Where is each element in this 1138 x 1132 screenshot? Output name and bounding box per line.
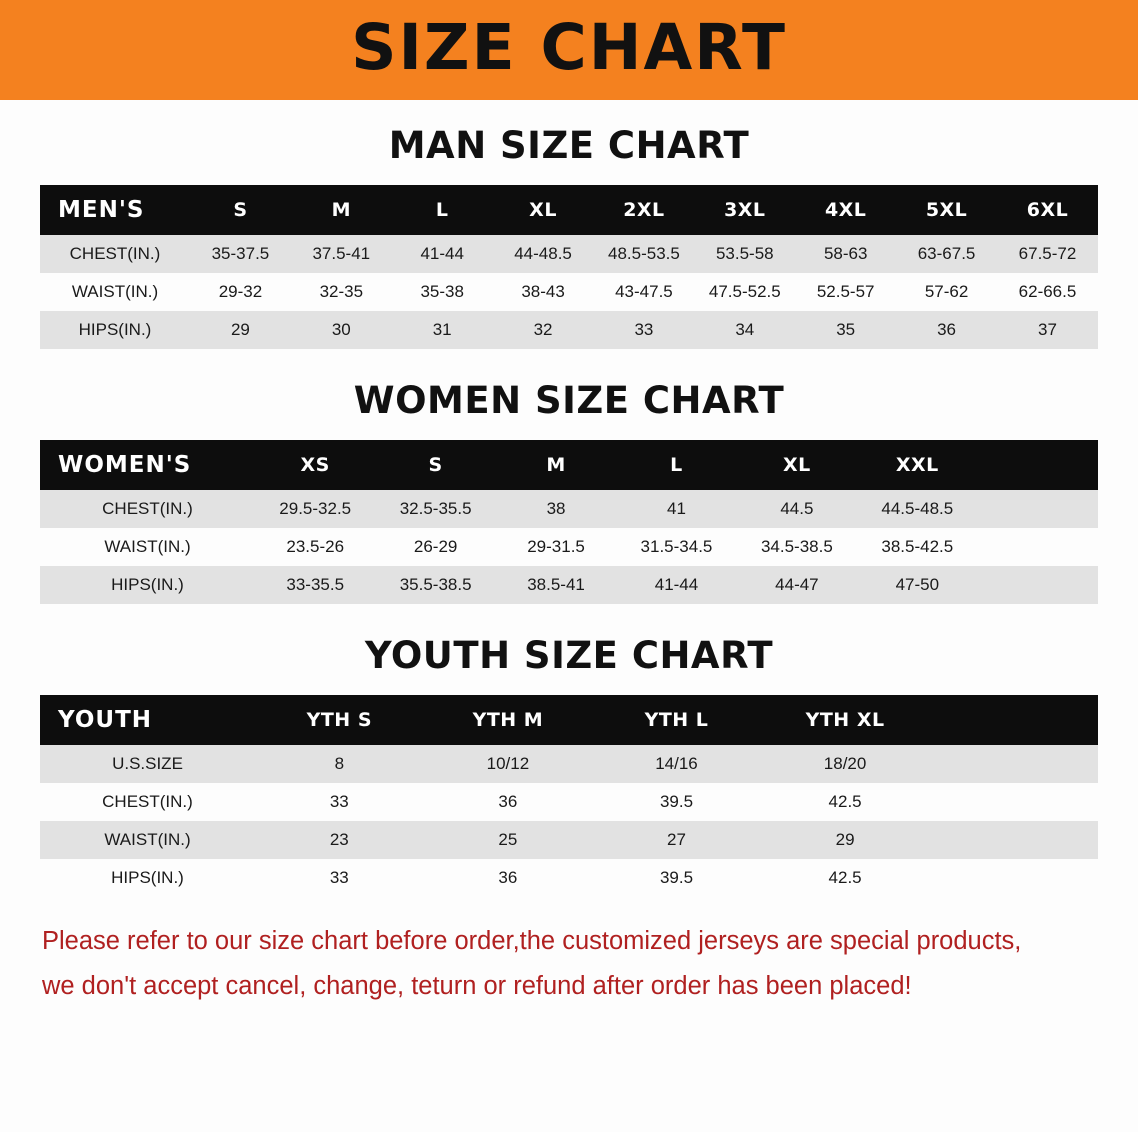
table-cell: 25: [424, 821, 593, 859]
table-cell: 52.5-57: [795, 273, 896, 311]
column-header: 2XL: [594, 185, 695, 235]
column-header: S: [375, 440, 495, 490]
table-cell: 41-44: [616, 566, 736, 604]
table-row: [40, 490, 1098, 528]
table-cell: 53.5-58: [694, 235, 795, 273]
column-header: XS: [255, 440, 375, 490]
youth-table-wrap: [40, 695, 1098, 897]
table-cell: 39.5: [592, 859, 761, 897]
man-section-heading: MAN SIZE CHART: [388, 124, 750, 167]
table-cell: 14/16: [592, 745, 761, 783]
table-cell: 33: [255, 859, 424, 897]
table-cell-empty: [929, 821, 1098, 859]
table-cell: 31.5-34.5: [616, 528, 736, 566]
column-header: YTH XL: [761, 695, 930, 745]
disclaimer-line-1: Please refer to our size chart before order,the customized jerseys are special products,: [42, 927, 1022, 955]
column-header: M: [496, 440, 616, 490]
column-header: YTH L: [592, 695, 761, 745]
row-label: U.S.SIZE: [40, 745, 255, 783]
table-row: [40, 235, 1098, 273]
youth-size-table: [40, 695, 1098, 897]
table-cell: 32-35: [291, 273, 392, 311]
row-label: CHEST(IN.): [40, 783, 255, 821]
table-cell-empty: [929, 859, 1098, 897]
table-cell: 33-35.5: [255, 566, 375, 604]
table-cell: 37: [997, 311, 1098, 349]
page-title: SIZE CHART: [351, 10, 787, 84]
table-row: [40, 273, 1098, 311]
table-cell: 36: [896, 311, 997, 349]
table-header-row: [40, 440, 1098, 490]
table-cell: 38.5-41: [496, 566, 616, 604]
column-header: YOUTH: [40, 695, 255, 745]
table-cell: 67.5-72: [997, 235, 1098, 273]
column-header: YTH S: [255, 695, 424, 745]
table-row: [40, 566, 1098, 604]
table-cell: 29-31.5: [496, 528, 616, 566]
table-cell: 23.5-26: [255, 528, 375, 566]
table-cell: 33: [594, 311, 695, 349]
table-cell: 34: [694, 311, 795, 349]
table-cell-empty: [978, 566, 1098, 604]
row-label: HIPS(IN.): [40, 566, 255, 604]
table-cell: 41: [616, 490, 736, 528]
table-cell: 29-32: [190, 273, 291, 311]
women-section-heading: WOMEN SIZE CHART: [353, 379, 785, 422]
table-row: [40, 311, 1098, 349]
table-cell: 48.5-53.5: [594, 235, 695, 273]
table-header-row: [40, 185, 1098, 235]
women-size-table: [40, 440, 1098, 604]
column-header: YTH M: [424, 695, 593, 745]
table-cell: 10/12: [424, 745, 593, 783]
table-cell: 62-66.5: [997, 273, 1098, 311]
table-row: [40, 859, 1098, 897]
table-cell: 42.5: [761, 783, 930, 821]
table-cell: 57-62: [896, 273, 997, 311]
row-label: HIPS(IN.): [40, 859, 255, 897]
table-cell: 47.5-52.5: [694, 273, 795, 311]
column-header: L: [616, 440, 736, 490]
table-cell: 44.5: [737, 490, 857, 528]
row-label: HIPS(IN.): [40, 311, 190, 349]
table-cell: 29: [761, 821, 930, 859]
table-cell-empty: [929, 745, 1098, 783]
table-header-row: [40, 695, 1098, 745]
table-cell: 58-63: [795, 235, 896, 273]
table-cell: 35: [795, 311, 896, 349]
table-cell: 47-50: [857, 566, 977, 604]
table-cell-empty: [929, 783, 1098, 821]
table-row: [40, 821, 1098, 859]
table-cell: 34.5-38.5: [737, 528, 857, 566]
table-cell: 38: [496, 490, 616, 528]
table-cell: 42.5: [761, 859, 930, 897]
table-cell: 37.5-41: [291, 235, 392, 273]
column-header: M: [291, 185, 392, 235]
table-cell: 38.5-42.5: [857, 528, 977, 566]
row-label: WAIST(IN.): [40, 528, 255, 566]
row-label: WAIST(IN.): [40, 273, 190, 311]
column-header: 5XL: [896, 185, 997, 235]
man-table-wrap: [40, 185, 1098, 349]
table-cell: 44-47: [737, 566, 857, 604]
column-header: L: [392, 185, 493, 235]
table-cell: 39.5: [592, 783, 761, 821]
table-cell: 32.5-35.5: [375, 490, 495, 528]
table-cell: 35.5-38.5: [375, 566, 495, 604]
column-header: XL: [737, 440, 857, 490]
table-cell: 32: [493, 311, 594, 349]
table-cell: 29.5-32.5: [255, 490, 375, 528]
table-cell: 30: [291, 311, 392, 349]
man-size-table: [40, 185, 1098, 349]
table-cell: 18/20: [761, 745, 930, 783]
table-cell: 44-48.5: [493, 235, 594, 273]
column-header: MEN'S: [40, 185, 190, 235]
table-cell: 36: [424, 859, 593, 897]
table-row: [40, 528, 1098, 566]
women-table-wrap: [40, 440, 1098, 604]
table-cell: 26-29: [375, 528, 495, 566]
table-cell: 23: [255, 821, 424, 859]
table-cell: 63-67.5: [896, 235, 997, 273]
column-header: WOMEN'S: [40, 440, 255, 490]
disclaimer-note: [42, 919, 1096, 1008]
table-cell: 36: [424, 783, 593, 821]
table-cell: 38-43: [493, 273, 594, 311]
column-header: 6XL: [997, 185, 1098, 235]
row-label: CHEST(IN.): [40, 490, 255, 528]
table-cell: 27: [592, 821, 761, 859]
table-cell: 33: [255, 783, 424, 821]
column-header: 3XL: [694, 185, 795, 235]
banner: [0, 0, 1138, 100]
youth-section-heading: YOUTH SIZE CHART: [364, 634, 774, 677]
column-header-empty: [929, 695, 1098, 745]
table-row: [40, 745, 1098, 783]
table-cell: 35-38: [392, 273, 493, 311]
table-cell: 29: [190, 311, 291, 349]
table-cell-empty: [978, 490, 1098, 528]
table-cell: 31: [392, 311, 493, 349]
table-cell-empty: [978, 528, 1098, 566]
column-header: 4XL: [795, 185, 896, 235]
column-header: XXL: [857, 440, 977, 490]
table-cell: 8: [255, 745, 424, 783]
column-header: XL: [493, 185, 594, 235]
table-cell: 41-44: [392, 235, 493, 273]
row-label: WAIST(IN.): [40, 821, 255, 859]
disclaimer-line-2: we don't accept cancel, change, teturn or refund after order has been placed!: [42, 971, 912, 1000]
table-cell: 44.5-48.5: [857, 490, 977, 528]
column-header-empty: [978, 440, 1098, 490]
table-row: [40, 783, 1098, 821]
table-cell: 43-47.5: [594, 273, 695, 311]
column-header: S: [190, 185, 291, 235]
row-label: CHEST(IN.): [40, 235, 190, 273]
table-cell: 35-37.5: [190, 235, 291, 273]
